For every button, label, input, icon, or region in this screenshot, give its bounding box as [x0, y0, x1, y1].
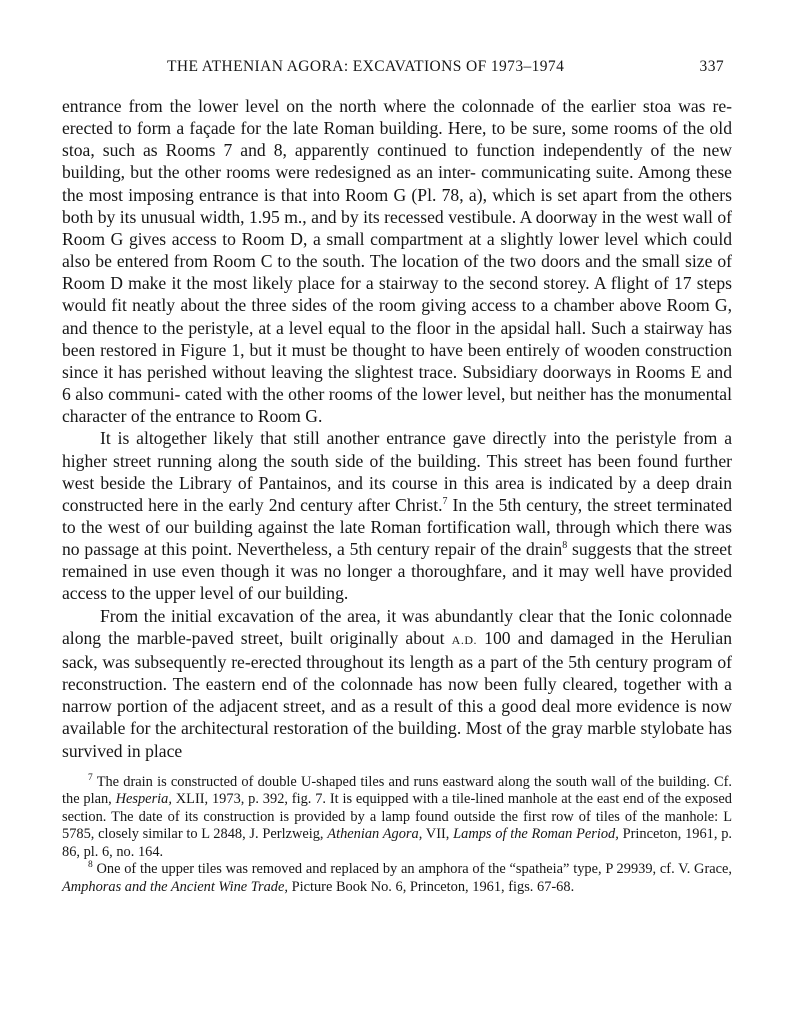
footnote-8-mark: 8 [88, 860, 93, 871]
footnote-7-text-c: VII, [422, 826, 454, 843]
running-title: THE ATHENIAN AGORA: EXCAVATIONS OF 1973–1974 [167, 58, 565, 75]
footnote-8-title-amphoras: Amphoras and the Ancient Wine Trade, [62, 878, 288, 895]
paragraph-3-text-a: From the initial excavation of the area, it was abundantly clear that the Ionic colonnade along the marble-paved street, built originally about [62, 605, 732, 648]
footnote-8-text-a: One of the upper tiles was removed and replaced by an amphora of the “spatheia” type, P 29939, cf. V. Grace, [92, 861, 732, 878]
paragraph-1-text: entrance from the lower level on the north where the colonnade of the earlier stoa was re-erected to form a façade for the late Roman building. Here, to be sure, some rooms of the old stoa, such as Rooms 7 and 8, apparently continued to function independently of the new building, but the other rooms were redesigned as an inter- communicating suite. Among these the most imposing entrance is that into Room G (Pl. 78, a), which is set apart from the others both by its unusual width, 1.95 m., and by its recessed vestibule. A doorway in the west wall of Room G gives access to Room D, a small compartment at a slightly lower level which could also be entered from Room C to the south. The location of the two doors and the small size of Room D make it the most likely place for a stairway to the second storey. A flight of 17 steps would fit neatly about the three sides of the room giving access to a chamber above Room G, and thence to the peristyle, at a level equal to the floor in the apsidal hall. Such a stairway has been restored in Figure 1, but it must be thought to have been entirely of wooden construction since it has perished without leaving the slightest trace. Subsidiary doorways in Rooms E and 6 also communi- cated with the other rooms of the lower level, but neither has the monumental character of the entrance to Room G. [62, 96, 732, 427]
footnote-7-title-agora: Athenian Agora, [327, 826, 423, 843]
page [62, 58, 732, 896]
paragraph-1 [62, 95, 732, 427]
page-number: 337 [699, 58, 724, 75]
footnote-7 [62, 774, 732, 862]
footnote-7-title-hesperia: Hesperia, [115, 791, 172, 808]
paragraph-2-text-a: It is altogether likely that still another entrance gave directly into the peristyle from a higher street running along the south side of the building. This street has been found further west beside the Library of Pantainos, and its course in this area is indicated by a deep drain constructed here in the early 2nd century after Christ. [62, 428, 732, 515]
footnote-8 [62, 861, 732, 896]
footnote-7-text-b: XLII, 1973, p. 392, fig. 7. It is equipped with a tile-lined manhole at the east end of the exposed section. The date of its construction is provided by a lamp found outside the first row of tiles of the manhole: L 5785, closely similar to L 2848, J. Perlzweig, [62, 791, 732, 843]
footnote-7-text-a: The drain is constructed of double U-shaped tiles and runs eastward along the south wall of the building. Cf. the plan, [62, 773, 732, 808]
era-abbreviation: A.D. [451, 632, 478, 647]
body-text [62, 95, 732, 762]
running-head [62, 58, 732, 80]
footnote-ref-8[interactable]: 8 [562, 540, 568, 552]
footnote-7-text-d: Princeton, 1961, p. 86, pl. 6, no. 164. [62, 826, 733, 860]
footnote-ref-7[interactable]: 7 [442, 495, 448, 507]
paragraph-3-text-b: 100 and damaged in the Herulian sack, was subsequently re-erected throughout its length as a part of the 5th century program of reconstruction. The eastern end of the colonnade has now been fully cleared, together with a narrow portion of the adjacent street, and as a result of this a good deal more evidence is now available for the architectural restoration of the building. Most of the gray marble stylobate has survived in place [62, 627, 732, 761]
footnote-7-mark: 7 [88, 772, 93, 783]
footnotes [62, 774, 732, 897]
footnote-8-text-b: Picture Book No. 6, Princeton, 1961, figs. 67-68. [287, 878, 575, 895]
paragraph-2-text-b: In the 5th century, the street terminated to the west of our building against the late Roman fortification wall, through which there was no passage at this point. Nevertheless, a 5th century repair of the drain [62, 494, 732, 560]
footnote-7-title-lamps: Lamps of the Roman Period, [453, 826, 619, 843]
paragraph-2 [62, 427, 732, 604]
paragraph-3 [62, 605, 732, 762]
paragraph-2-text-c: suggests that the street remained in use even though it was no longer a thoroughfare, and it may well have provided access to the upper level of our building. [62, 539, 732, 604]
